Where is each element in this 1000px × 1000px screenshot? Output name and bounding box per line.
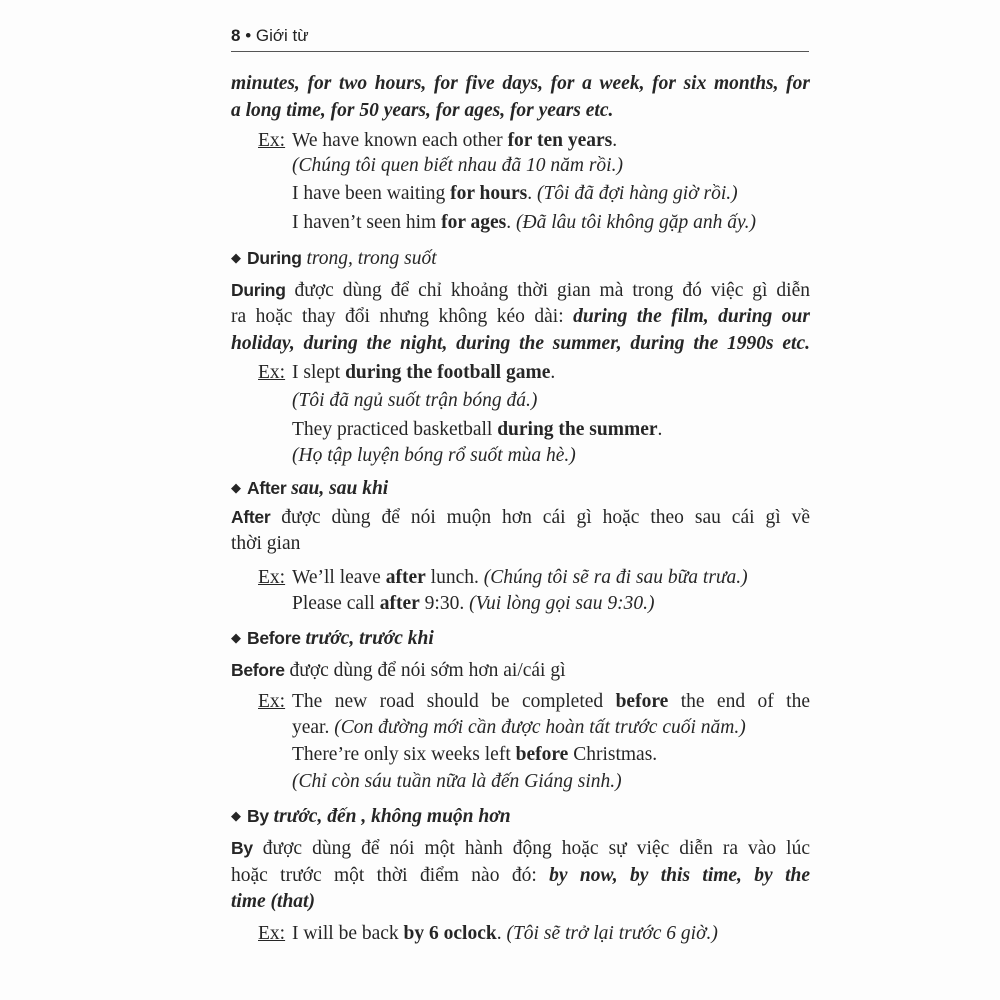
term-keyword: During	[247, 248, 302, 268]
text-span: được dùng để nói muộn hơn cái gì hoặc theo sau cái gì về	[270, 507, 810, 528]
emphasis-text: during the summer	[497, 419, 658, 440]
diamond-bullet-icon: ◆	[231, 631, 241, 646]
text-span: được dùng để nói một hành động hoặc sự việc diễn ra vào lúc	[252, 838, 810, 859]
text-span: I haven’t seen him	[292, 212, 442, 233]
term-keyword: Before	[231, 660, 285, 680]
text-span: hoặc trước một thời điểm nào đó:	[231, 865, 550, 886]
term-keyword: Before	[247, 628, 301, 648]
text-line	[292, 743, 657, 767]
text-line	[292, 129, 617, 153]
text-line	[292, 182, 738, 206]
translation-text: (Chỉ còn sáu tuần nữa là đến Giáng sinh.)	[292, 771, 622, 792]
text-span: .	[527, 183, 537, 204]
text-span: ra hoặc thay đổi nhưng không kéo dài:	[231, 306, 574, 327]
emphasis-text: after	[379, 593, 420, 614]
emphasis-text: after	[385, 567, 426, 588]
emphasis-text: during the football game	[345, 362, 551, 383]
page-number: 8	[231, 26, 241, 45]
text-line	[231, 332, 810, 356]
translation-text: trong, trong suốt	[306, 248, 437, 269]
text-span: được dùng để chỉ khoảng thời gian mà trong đó việc gì diễn	[285, 280, 810, 301]
emphasis-text: holiday, during the night, during the summer, during the 1990s etc.	[231, 333, 810, 354]
diamond-bullet-icon: ◆	[231, 251, 241, 266]
emphasis-text: trước, đến , không muộn hơn	[273, 806, 511, 827]
term-keyword: During	[231, 280, 286, 300]
text-span: 9:30.	[419, 593, 470, 614]
text-line	[292, 716, 746, 740]
emphasis-text: for hours	[450, 183, 528, 204]
translation-text: (Họ tập luyện bóng rổ suốt mùa hè.)	[292, 445, 576, 466]
emphasis-text: sau, sau khi	[291, 478, 389, 499]
text-span: .	[657, 419, 663, 440]
term-keyword: By	[231, 838, 253, 858]
text-span: I will be back	[292, 923, 404, 944]
text-line	[231, 278, 810, 303]
text-line	[231, 532, 300, 556]
example-label: Ex:	[258, 691, 286, 712]
text-span: thời gian	[231, 533, 301, 554]
text-line	[231, 658, 566, 683]
translation-text: (Tôi sẽ trở lại trước 6 giờ.)	[506, 923, 718, 944]
header-rule	[231, 51, 809, 52]
emphasis-text: for ten years	[507, 130, 613, 151]
text-span: .	[612, 130, 618, 151]
text-line	[292, 361, 555, 385]
example-label: Ex:	[258, 567, 286, 588]
translation-text: (Đã lâu tôi không gặp anh ấy.)	[516, 212, 756, 233]
text-line	[292, 922, 718, 946]
translation-text: (Tôi đã đợi hàng giờ rồi.)	[536, 183, 738, 204]
text-span: I have been waiting	[292, 183, 451, 204]
text-line	[231, 99, 613, 123]
translation-text: (Vui lòng gọi sau 9:30.)	[469, 593, 655, 614]
term-keyword: After	[231, 507, 271, 527]
text-line	[292, 154, 623, 178]
emphasis-text: by 6 oclock	[403, 923, 497, 944]
emphasis-text: minutes, for two hours, for five days, for a week, for six months, for	[231, 73, 810, 94]
text-line	[292, 211, 756, 235]
diamond-bullet-icon: ◆	[231, 809, 241, 824]
text-span: They practiced basketball	[292, 419, 498, 440]
emphasis-text: for ages	[441, 212, 507, 233]
term-keyword: After	[247, 478, 287, 498]
diamond-bullet-icon: ◆	[231, 481, 241, 496]
emphasis-text: trước, trước khi	[305, 628, 434, 649]
term-keyword: By	[247, 806, 269, 826]
text-span: There’re only six weeks left	[292, 744, 516, 765]
section-heading	[231, 626, 434, 653]
text-span: We have known each other	[292, 130, 508, 151]
text-span: .	[550, 362, 556, 383]
text-line	[292, 418, 662, 442]
section-heading	[231, 476, 388, 503]
text-span: được dùng để nói sớm hơn ai/cái gì	[284, 660, 566, 681]
text-line	[292, 444, 576, 468]
text-span: .	[506, 212, 517, 233]
text-span: .	[496, 923, 507, 944]
text-span: year.	[292, 717, 335, 738]
text-line	[231, 864, 810, 888]
text-span: Christmas.	[568, 744, 658, 765]
text-span: the end of the	[668, 691, 810, 712]
text-span: We’ll leave	[292, 567, 386, 588]
emphasis-text: time (that)	[231, 891, 315, 912]
section-title: Giới từ	[255, 26, 309, 45]
text-line	[231, 305, 810, 329]
example-label: Ex:	[258, 362, 286, 383]
text-line	[231, 890, 315, 914]
text-line	[231, 836, 810, 861]
translation-text: (Tôi đã ngủ suốt trận bóng đá.)	[292, 390, 538, 411]
text-line	[292, 592, 655, 616]
emphasis-text: before	[615, 691, 669, 712]
text-line	[231, 505, 810, 530]
running-header	[231, 26, 309, 46]
text-line	[292, 389, 537, 413]
text-line	[292, 770, 622, 794]
translation-text: (Con đường mới cần được hoàn tất trước cuối năm.)	[334, 717, 746, 738]
section-heading	[231, 246, 437, 273]
text-span: I slept	[292, 362, 346, 383]
header-bullet: •	[245, 26, 252, 45]
emphasis-text: by now, by this time, by the	[549, 865, 810, 886]
text-span: lunch.	[425, 567, 484, 588]
example-label: Ex:	[258, 923, 286, 944]
text-line	[292, 566, 748, 590]
text-line	[292, 690, 810, 714]
text-span: Please call	[292, 593, 380, 614]
text-span: The new road should be completed	[292, 691, 616, 712]
emphasis-text: a long time, for 50 years, for ages, for years etc.	[231, 100, 614, 121]
emphasis-text: before	[515, 744, 569, 765]
text-line	[231, 72, 810, 96]
emphasis-text: during the film, during our	[573, 306, 810, 327]
translation-text: (Chúng tôi quen biết nhau đã 10 năm rồi.)	[292, 155, 623, 176]
example-label: Ex:	[258, 130, 286, 151]
translation-text: (Chúng tôi sẽ ra đi sau bữa trưa.)	[483, 567, 748, 588]
section-heading	[231, 804, 511, 831]
